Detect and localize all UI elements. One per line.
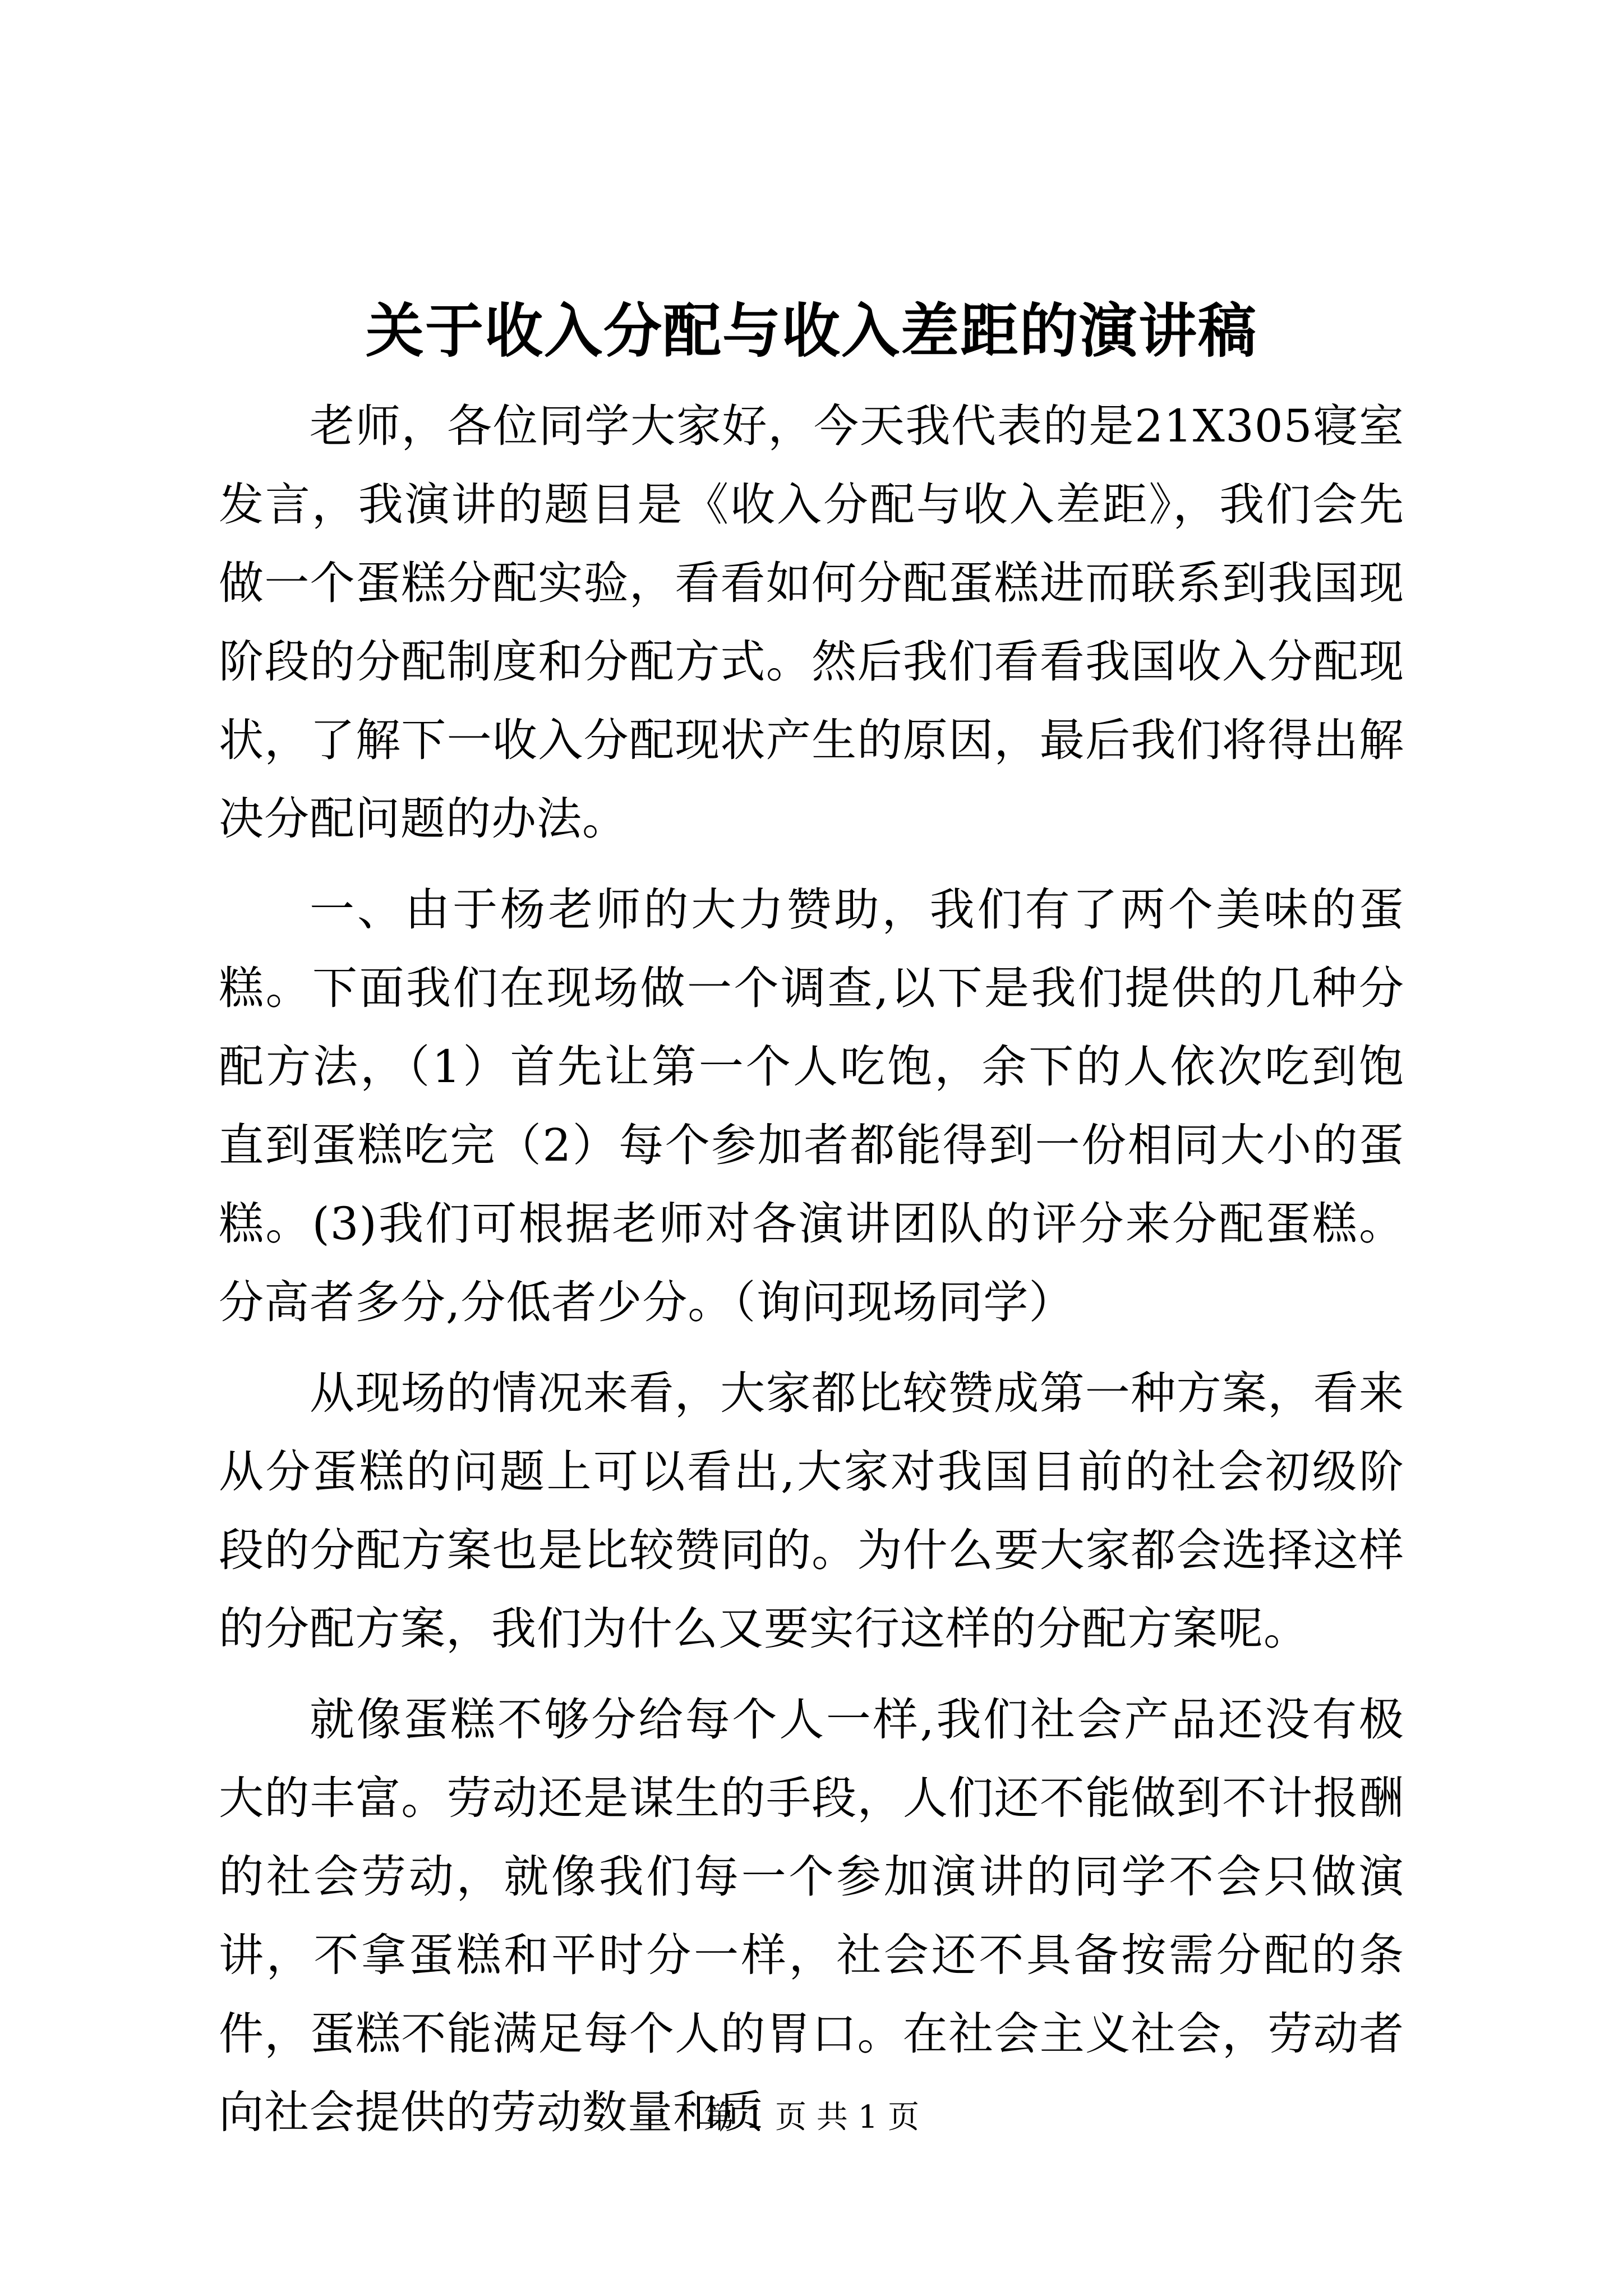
paragraph-intro: 老师，各位同学大家好，今天我代表的是21X305寝室发言，我演讲的题目是《收入分配与收入差距》，我们会先做一个蛋糕分配实验，看看如何分配蛋糕进而联系到我国现阶段的分配制度和分配方式。然后我们看看我国收入分配现状，了解下一收入分配现状产生的原因，最后我们将得出解决分配问题的办法。 xyxy=(219,400,1404,845)
paragraph-survey-result: 从现场的情况来看，大家都比较赞成第一种方案，看来从分蛋糕的问题上可以看出,大家对我国目前的社会初级阶段的分配方案也是比较赞同的。为什么要大家都会选择这样的分配方案，我们为什么又要实行这样的分配方案呢。 xyxy=(219,1367,1404,1655)
document-body xyxy=(219,387,1404,2152)
page-footer: 第 1 页 共 1 页 xyxy=(703,2099,920,2136)
paragraph-cake-experiment: 一、由于杨老师的大力赞助，我们有了两个美味的蛋糕。下面我们在现场做一个调查,以下是我们提供的几种分配方法，（1）首先让第一个人吃饱，余下的人依次吃到饱直到蛋糕吃完（2）每个参加者都能得到一份相同大小的蛋糕。(3)我们可根据老师对各演讲团队的评分来分配蛋糕。分高者多分,分低者少分。（询问现场同学） xyxy=(219,884,1404,1328)
document-title: 关于收入分配与收入差距的演讲稿 xyxy=(365,296,1257,365)
paragraph-distribution-reason: 就像蛋糕不够分给每个人一样,我们社会产品还没有极大的丰富。劳动还是谋生的手段，人们还不能做到不计报酬的社会劳动，就像我们每一个参加演讲的同学不会只做演讲，不拿蛋糕和平时分一样，社会还不具备按需分配的条件，蛋糕不能满足每个人的胃口。在社会主义社会，劳动者向社会提供的劳动数量和质 xyxy=(219,1694,1404,2138)
